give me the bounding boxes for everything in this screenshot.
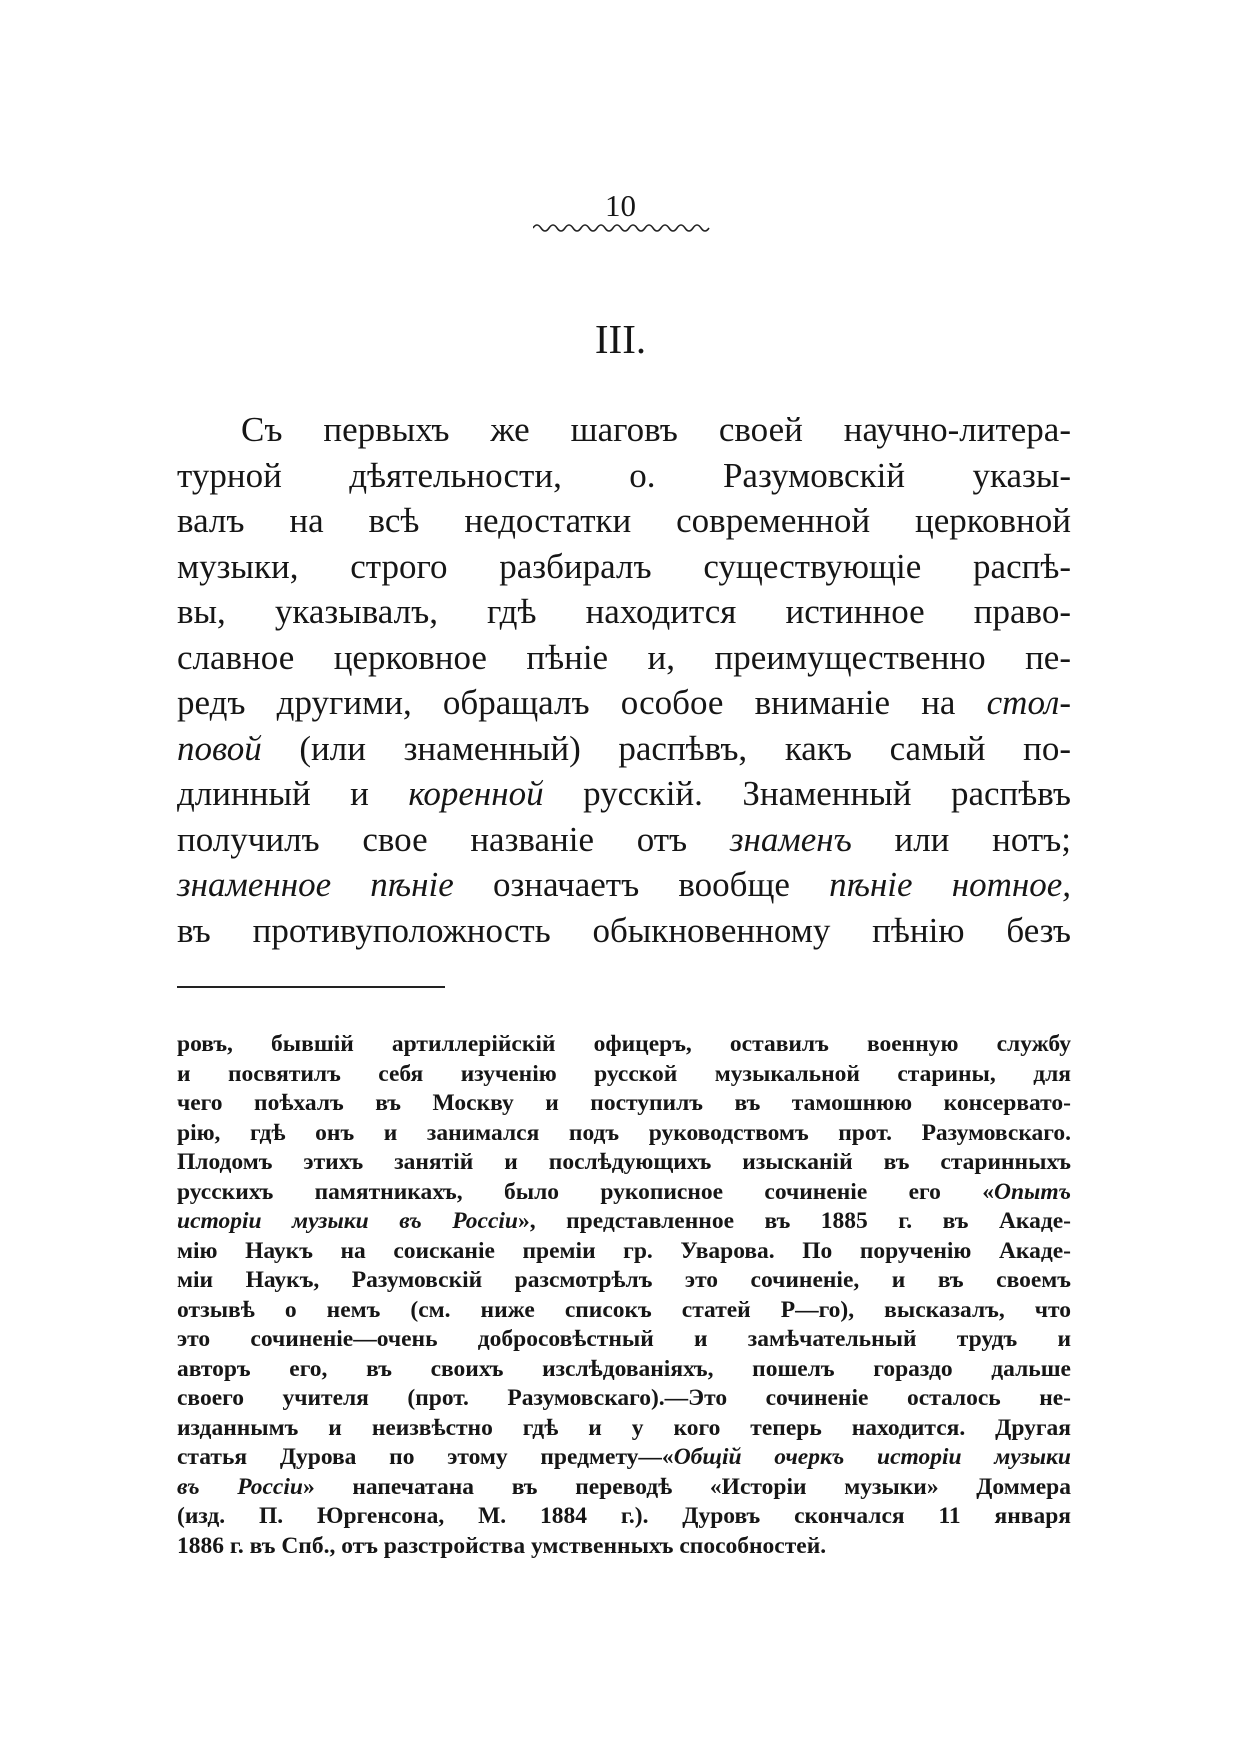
main-paragraph: [177, 407, 1071, 953]
footnote-line: статья Дурова по этому предмету—«Общій очеркъ исторіи музыки: [177, 1444, 1071, 1470]
footnote-line: 1886 г. въ Спб., отъ разстройства умственныхъ способностей.: [177, 1532, 827, 1559]
text-line: музыки, строго разбиралъ существующіе распѣ-: [177, 546, 1071, 586]
chapter-heading: III.: [594, 316, 647, 362]
text-line: получилъ свое названіе отъ знаменъ или нотъ;: [177, 819, 1071, 859]
emphasis: знаменъ: [729, 819, 852, 859]
footnote-line: міи Наукъ, Разумовскій разсмотрѣлъ это сочиненіе, и въ своемъ: [177, 1267, 1071, 1293]
footnote-line: рію, гдѣ онъ и занимался подъ руководствомъ прот. Разумовскаго.: [177, 1119, 1071, 1146]
page-number: 10: [605, 188, 636, 223]
footnote-line: русскихъ памятникахъ, было рукописное сочиненіе его «Опытъ: [177, 1178, 1071, 1205]
emphasis: знаменное пѣніе: [177, 865, 454, 904]
footnote-line: авторъ его, въ своихъ изслѣдованіяхъ, пошелъ гораздо дальше: [177, 1355, 1071, 1382]
wavy-ornament-rule: [533, 222, 711, 234]
text-line: вы, указывалъ, гдѣ находится истинное право-: [177, 592, 1071, 631]
emphasis: Опытъ: [993, 1178, 1071, 1205]
emphasis: стол-: [986, 683, 1071, 722]
text-line: Съ первыхъ же шаговъ своей научно-литера-: [241, 410, 1071, 449]
footnote-line: исторіи музыки въ Россіи», представленное въ 1885 г. въ Акаде-: [177, 1208, 1071, 1234]
footnote-separator: [177, 986, 445, 988]
footnote-line: мію Наукъ на соисканіе преміи гр. Уварова. По порученію Акаде-: [177, 1237, 1071, 1264]
footnote-line: изданнымъ и неизвѣстно гдѣ и у кого теперь находится. Другая: [177, 1414, 1071, 1441]
emphasis: Общій очеркъ исторіи музыки: [673, 1444, 1071, 1470]
text-line: длинный и коренной русскій. Знаменный распѣвъ: [177, 774, 1072, 813]
footnote-line: и посвятилъ себя изученію русской музыкальной старины, для: [177, 1060, 1071, 1087]
emphasis: коренной: [408, 774, 544, 813]
text-line: знаменное пѣніе означаетъ вообще пѣніе нотное,: [177, 865, 1072, 904]
text-line: славное церковное пѣніе и, преимущественно пе-: [177, 637, 1071, 677]
footnote-line: своего учителя (прот. Разумовскаго).—Это сочиненіе осталось не-: [177, 1385, 1071, 1411]
text-line: редъ другими, обращалъ особое вниманіе на стол-: [177, 683, 1071, 722]
text-line: въ противуположность обыкновенному пѣнію безъ: [177, 910, 1071, 950]
emphasis: исторіи музыки въ Россіи: [177, 1208, 518, 1234]
footnote-line: это сочиненіе—очень добросовѣстный и замѣчательный трудъ и: [177, 1326, 1071, 1352]
footnote-line: отзывѣ о немъ (см. ниже списокъ статей Р—го), высказалъ, что: [177, 1296, 1071, 1323]
footnote-line: Плодомъ этихъ занятій и послѣдующихъ изысканій въ старинныхъ: [177, 1149, 1071, 1175]
footnote-line: чего поѣхалъ въ Москву и поступилъ въ тамошнюю консервато-: [177, 1090, 1071, 1116]
emphasis: повой: [177, 728, 262, 768]
emphasis: въ Россіи: [177, 1473, 303, 1500]
text-line: валъ на всѣ недостатки современной церковной: [177, 501, 1071, 540]
footnote-line: въ Россіи» напечатана въ переводѣ «Исторіи музыки» Доммера: [177, 1473, 1071, 1500]
footnote-line: ровъ, бывшій артиллерійскій офицеръ, оставилъ военную службу: [177, 1031, 1071, 1057]
emphasis: пѣніе нотное,: [829, 865, 1072, 904]
footnote: [177, 1030, 1071, 1561]
footnote-line: (изд. П. Юргенсона, М. 1884 г.). Дуровъ скончался 11 января: [177, 1503, 1071, 1529]
text-line: турной дѣятельности, о. Разумовскій указы-: [177, 455, 1071, 495]
text-line: повой (или знаменный) распѣвъ, какъ самый по-: [177, 728, 1071, 768]
